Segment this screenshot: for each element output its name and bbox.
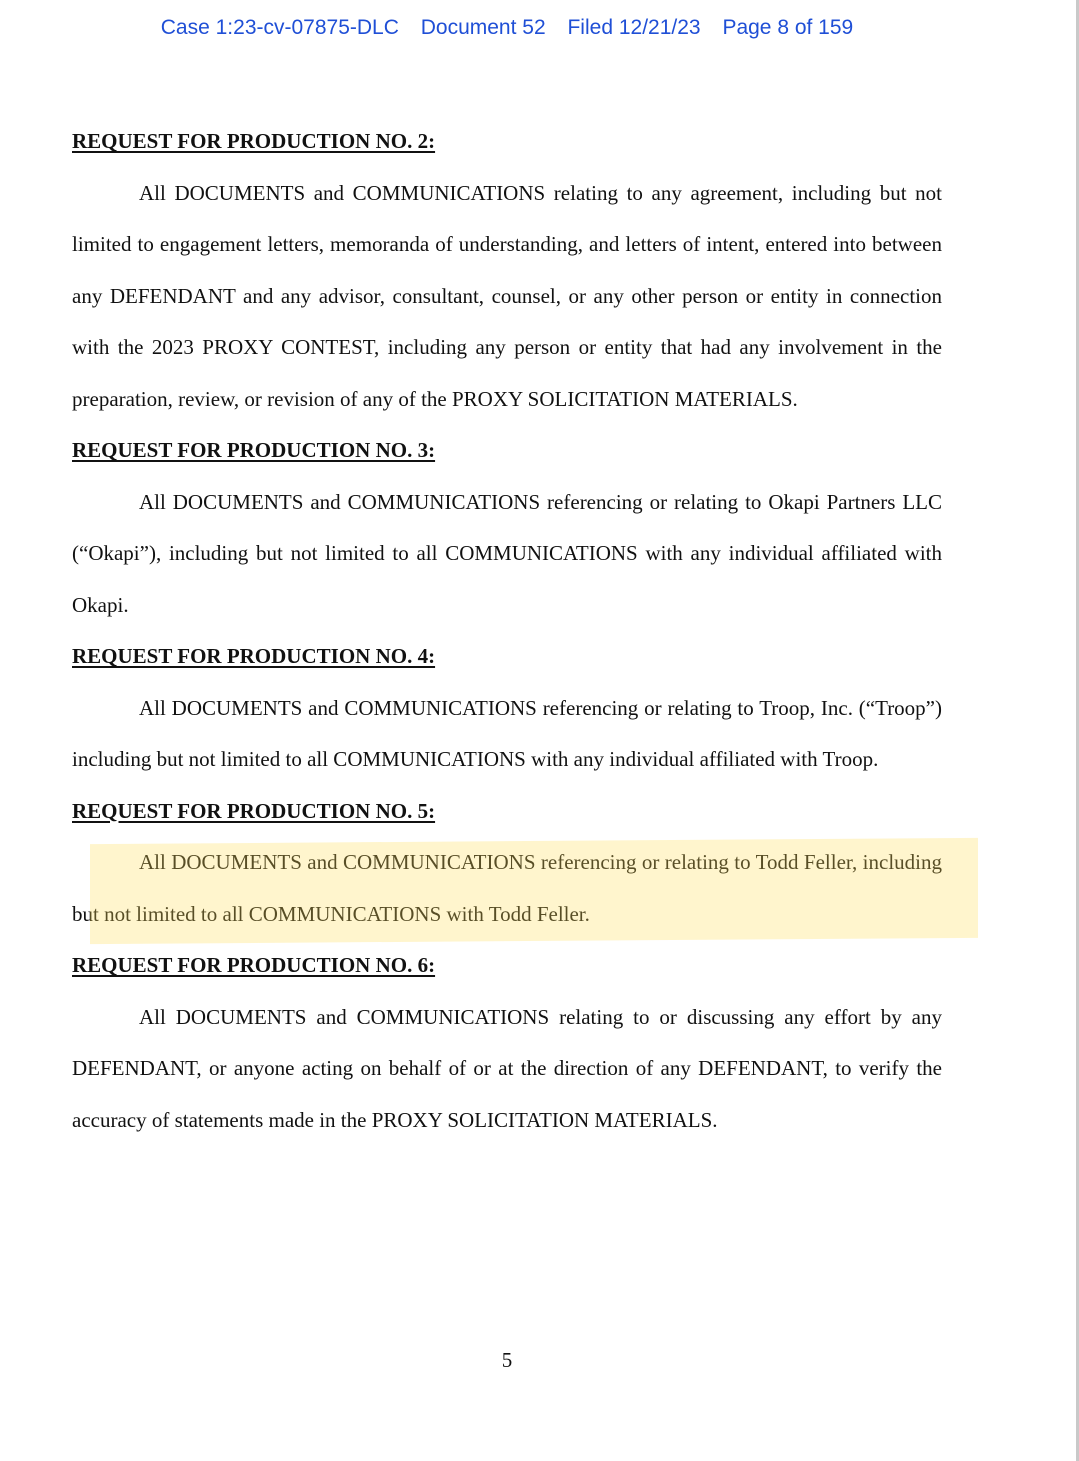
request-2-heading: REQUEST FOR PRODUCTION NO. 2: (72, 129, 436, 153)
request-5-heading: REQUEST FOR PRODUCTION NO. 5: (72, 798, 436, 823)
page-indicator: Page 8 of 159 (722, 16, 854, 39)
case-header (0, 16, 1014, 40)
request-2-text: All DOCUMENTS and COMMUNICATIONS relating to any agreement, including but not limited to engagement letters, memoranda of understanding, and letters of intent, entered into between any DEFENDANT and any advisor, consultant, counsel, or any other person or entity in connection with the 2023 PROXY CONTEST, including any person or entity that had any involvement in the preparation, review, or revision of any of the PROXY SOLICITATION MATERIALS. (72, 180, 942, 411)
document-body (72, 116, 942, 1146)
document-number: Document 52 (420, 16, 546, 39)
request-4-heading: REQUEST FOR PRODUCTION NO. 4: (72, 644, 436, 668)
request-5-text: All DOCUMENTS and COMMUNICATIONS referencing or relating to Todd Feller, including but not limited to all COMMUNICATIONS with Todd Feller. (72, 850, 942, 926)
case-number: Case 1:23-cv-07875-DLC (160, 16, 399, 39)
filed-date: Filed 12/21/23 (567, 16, 701, 39)
request-3-text: All DOCUMENTS and COMMUNICATIONS referencing or relating to Okapi Partners LLC (“Okapi”), including but not limited to all COMMUNICATIONS with any individual affiliated with Okapi. (72, 489, 942, 617)
request-3-heading: REQUEST FOR PRODUCTION NO. 3: (72, 438, 436, 462)
request-4-text: All DOCUMENTS and COMMUNICATIONS referencing or relating to Troop, Inc. (“Troop”) including but not limited to all COMMUNICATIONS with any individual affiliated with Troop. (72, 695, 942, 771)
highlighted-passage (72, 837, 942, 940)
page-number: 5 (501, 1348, 513, 1372)
request-6-heading: REQUEST FOR PRODUCTION NO. 6: (72, 953, 436, 977)
request-6-text: All DOCUMENTS and COMMUNICATIONS relating to or discussing any effort by any DEFENDANT, or anyone acting on behalf of or at the direction of any DEFENDANT, to verify the accuracy of statements made in the PROXY SOLICITATION MATERIALS. (72, 1004, 942, 1132)
